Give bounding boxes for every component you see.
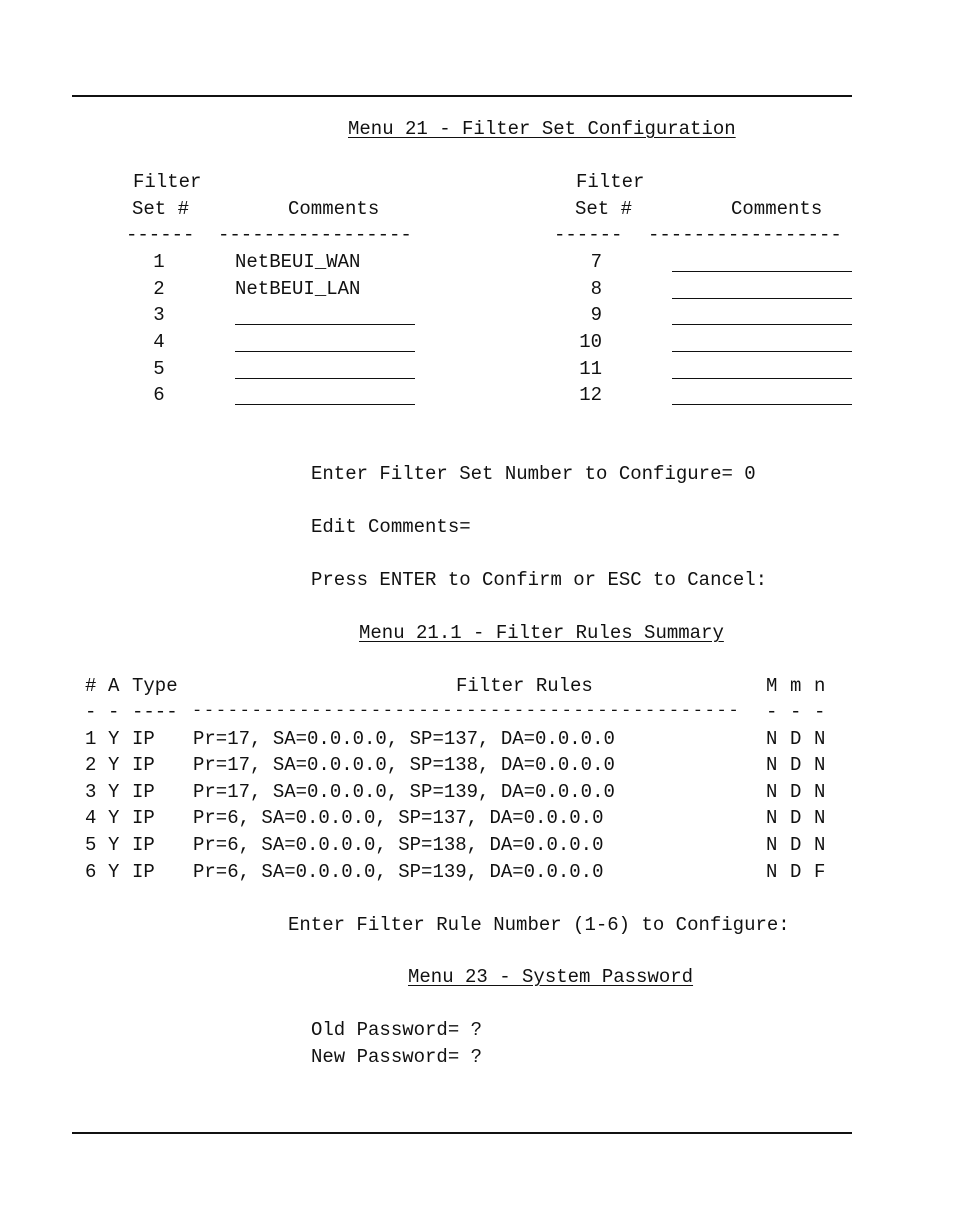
rule-row-n: N — [814, 807, 826, 829]
rule-row-active: Y — [108, 754, 120, 776]
rules-dash-n: - — [814, 701, 826, 723]
rules-dash-m-lower: - — [790, 701, 802, 723]
set-number: 11 — [579, 358, 602, 380]
rule-row-n: N — [814, 834, 826, 856]
prompt-filter-set-number[interactable]: Enter Filter Set Number to Configure= 0 — [311, 463, 756, 485]
left-header-dash1: ------ — [126, 224, 195, 246]
set-number: 3 — [153, 304, 165, 326]
rule-row-rule: Pr=6, SA=0.0.0.0, SP=138, DA=0.0.0.0 — [193, 834, 604, 856]
rule-row-m-lower: D — [790, 781, 802, 803]
rule-row-type: IP — [132, 861, 155, 883]
prompt-edit-comments[interactable]: Edit Comments= — [311, 516, 471, 538]
comment-blank-field[interactable] — [672, 324, 852, 325]
left-header-filter: Filter — [133, 171, 202, 193]
right-header-dash2: ----------------- — [648, 224, 842, 246]
set-number: 6 — [153, 384, 165, 406]
rule-row-num: 2 — [85, 754, 97, 776]
menu21-title: Menu 21 - Filter Set Configuration — [348, 118, 736, 140]
rules-dash-type: ---- — [132, 701, 178, 723]
comment-blank-field[interactable] — [235, 351, 415, 352]
new-password-field[interactable]: New Password= ? — [311, 1046, 483, 1068]
rule-row-n: N — [814, 781, 826, 803]
rule-row-m: N — [766, 781, 778, 803]
left-header-set: Set # — [132, 198, 190, 220]
rule-row-rule: Pr=6, SA=0.0.0.0, SP=137, DA=0.0.0.0 — [193, 807, 604, 829]
comment-blank-field[interactable] — [235, 378, 415, 379]
rule-row-type: IP — [132, 754, 155, 776]
top-rule — [72, 95, 852, 97]
rules-header-m-lower: m — [790, 675, 802, 697]
rules-header-m: M — [766, 675, 778, 697]
rule-row-type: IP — [132, 834, 155, 856]
right-header-filter: Filter — [576, 171, 645, 193]
rule-row-rule: Pr=17, SA=0.0.0.0, SP=138, DA=0.0.0.0 — [193, 754, 615, 776]
rule-row-active: Y — [108, 834, 120, 856]
rules-dash-m: - — [766, 701, 778, 723]
rule-row-m-lower: D — [790, 807, 802, 829]
old-password-field[interactable]: Old Password= ? — [311, 1019, 483, 1041]
rule-row-n: N — [814, 728, 826, 750]
rule-row-m: N — [766, 861, 778, 883]
comment-blank-field[interactable] — [672, 298, 852, 299]
set-number: 2 — [153, 278, 165, 300]
set-comment: NetBEUI_WAN — [235, 251, 361, 273]
comment-blank-field[interactable] — [672, 378, 852, 379]
menu23-title: Menu 23 - System Password — [408, 966, 694, 988]
bottom-rule — [72, 1132, 852, 1134]
set-number: 10 — [579, 331, 602, 353]
rule-row-type: IP — [132, 781, 155, 803]
comment-blank-field[interactable] — [672, 271, 852, 272]
left-header-dash2: ----------------- — [218, 224, 412, 246]
rule-row-rule: Pr=17, SA=0.0.0.0, SP=137, DA=0.0.0.0 — [193, 728, 615, 750]
rule-row-m: N — [766, 754, 778, 776]
rule-row-num: 4 — [85, 807, 97, 829]
rule-row-n: F — [814, 861, 826, 883]
right-header-set: Set # — [575, 198, 633, 220]
comment-blank-field[interactable] — [672, 404, 852, 405]
rule-row-num: 3 — [85, 781, 97, 803]
right-header-dash1: ------ — [554, 224, 623, 246]
menu21-1-title: Menu 21.1 - Filter Rules Summary — [359, 622, 724, 644]
rule-row-active: Y — [108, 728, 120, 750]
comment-blank-field[interactable] — [235, 324, 415, 325]
rule-row-m: N — [766, 728, 778, 750]
prompt-filter-rule-number[interactable]: Enter Filter Rule Number (1-6) to Configure: — [288, 914, 790, 936]
rules-header-num: # — [85, 675, 97, 697]
comment-blank-field[interactable] — [672, 351, 852, 352]
rule-row-num: 5 — [85, 834, 97, 856]
right-header-comments: Comments — [731, 198, 823, 220]
comment-blank-field[interactable] — [235, 404, 415, 405]
rules-header-n: n — [814, 675, 826, 697]
rule-row-m-lower: D — [790, 728, 802, 750]
set-number: 12 — [579, 384, 602, 406]
rule-row-m: N — [766, 807, 778, 829]
rules-dash-rules: ---------------------------------------------- — [192, 702, 741, 721]
rule-row-n: N — [814, 754, 826, 776]
rule-row-m-lower: D — [790, 754, 802, 776]
rules-dash-a: - — [108, 701, 120, 723]
rule-row-active: Y — [108, 861, 120, 883]
set-number: 8 — [590, 278, 602, 300]
rule-row-m-lower: D — [790, 861, 802, 883]
rule-row-type: IP — [132, 807, 155, 829]
set-number: 9 — [590, 304, 602, 326]
rule-row-rule: Pr=17, SA=0.0.0.0, SP=139, DA=0.0.0.0 — [193, 781, 615, 803]
rules-dash-num: - — [85, 701, 97, 723]
rule-row-m-lower: D — [790, 834, 802, 856]
rule-row-rule: Pr=6, SA=0.0.0.0, SP=139, DA=0.0.0.0 — [193, 861, 604, 883]
rules-header-filter-rules: Filter Rules — [456, 675, 593, 697]
rules-header-a: A — [108, 675, 120, 697]
set-number: 7 — [590, 251, 602, 273]
rule-row-type: IP — [132, 728, 155, 750]
rule-row-num: 1 — [85, 728, 97, 750]
rules-header-type: Type — [132, 675, 178, 697]
set-number: 1 — [153, 251, 165, 273]
prompt-confirm-cancel: Press ENTER to Confirm or ESC to Cancel: — [311, 569, 768, 591]
set-comment: NetBEUI_LAN — [235, 278, 361, 300]
set-number: 5 — [153, 358, 165, 380]
left-header-comments: Comments — [288, 198, 380, 220]
rule-row-m: N — [766, 834, 778, 856]
rule-row-num: 6 — [85, 861, 97, 883]
rule-row-active: Y — [108, 807, 120, 829]
set-number: 4 — [153, 331, 165, 353]
rule-row-active: Y — [108, 781, 120, 803]
